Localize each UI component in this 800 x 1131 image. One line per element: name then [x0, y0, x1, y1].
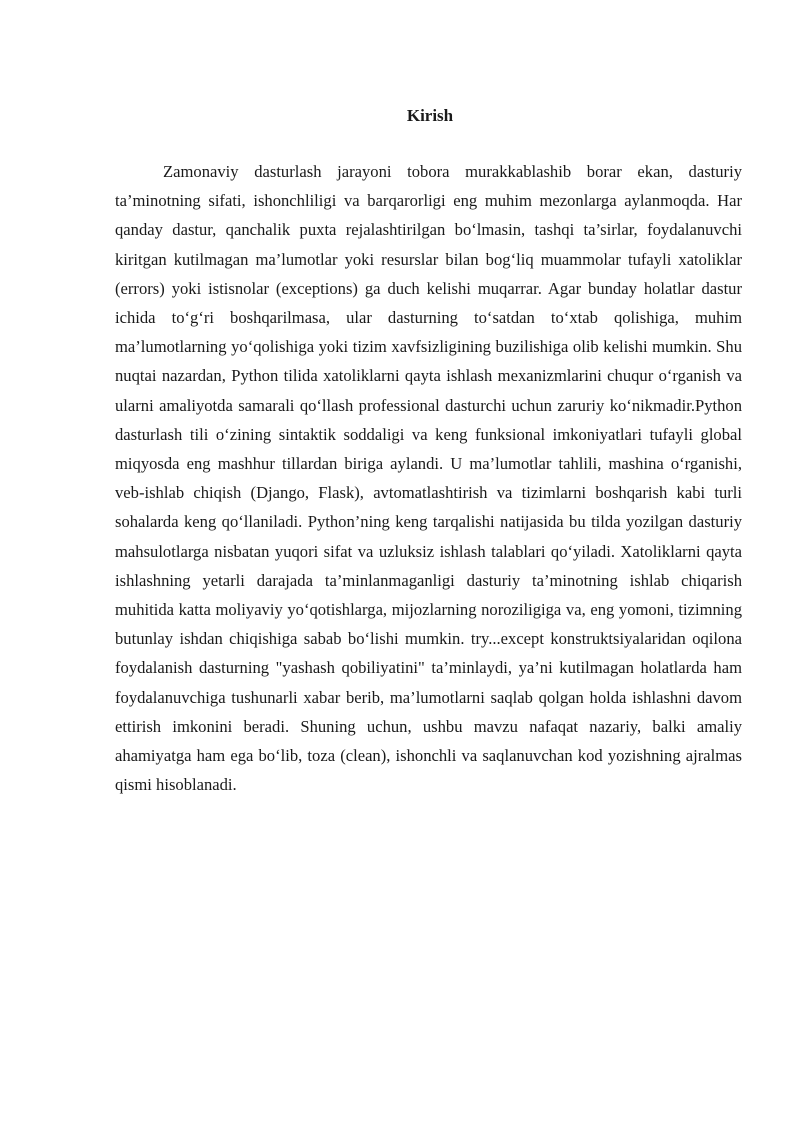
page-title: Kirish: [406, 106, 454, 125]
body-paragraph: Zamonaviy dasturlash jarayoni tobora murakkablashib borar ekan, dasturiy ta’minotning sifati, ishonchliligi va barqarorligi eng muhim mezonlarga aylanmoqda. Har qanday dastur, qanchalik puxta rejalashtirilgan bo‘lmasin, tashqi ta’sirlar, foydalanuvchi kiritgan kutilmagan ma’lumotlar yoki resurslar bilan bog‘liq muammolar tufayli xatoliklar (errors) yoki istisnolar (exceptions) ga duch kelishi muqarrar. Agar bunday holatlar dastur ichida to‘g‘ri boshqarilmasa, ular dasturning to‘satdan to‘xtab qolishiga, muhim ma’lumotlarning yo‘qolishiga yoki tizim xavfsizligining buzilishiga olib kelishi mumkin. Shu nuqtai nazardan, Python tilida xatoliklarni qayta ishlash mexanizmlarini chuqur o‘rganish va ularni amaliyotda samarali qo‘llash professional dasturchi uchun zaruriy ko‘nikmadir.Python dasturlash tili o‘zining sintaktik soddaligi va keng funksional imkoniyatlari tufayli global miqyosda eng mashhur tillardan biriga aylandi. U ma’lumotlar tahlili, mashina o‘rganishi, veb-ishlab chiqish (Django, Flask), avtomatlashtirish va tizimlarni boshqarish kabi turli sohalarda keng qo‘llaniladi. Python’ning keng tarqalishi natijasida bu tilda yozilgan dasturiy mahsulotlarga nisbatan yuqori sifat va uzluksiz ishlash talablari qo‘yiladi. Xatoliklarni qayta ishlashning yetarli darajada ta’minlanmaganligi dasturiy ta’minotning ishlab chiqarish muhitida katta moliyaviy yo‘qotishlarga, mijozlarning noroziligiga va, eng yomoni, tizimning butunlay ishdan chiqishiga sabab bo‘lishi mumkin. try...except konstruktsiyalaridan oqilona foydalanish dasturning "yashash qobiliyatini" ta’minlaydi, ya’ni kutilmagan holatlarda ham foydalanuvchiga tushunarli xabar berib, ma’lumotlarni saqlab qolgan holda ishlashni davom ettirish imkonini beradi. Shuning uchun, ushbu mavzu nafaqat nazariy, balki amaliy ahamiyatga ham ega bo‘lib, toza (clean), ishonchli va saqlanuvchan kod yozishning ajralmas qismi hisoblanadi.: [115, 162, 742, 795]
